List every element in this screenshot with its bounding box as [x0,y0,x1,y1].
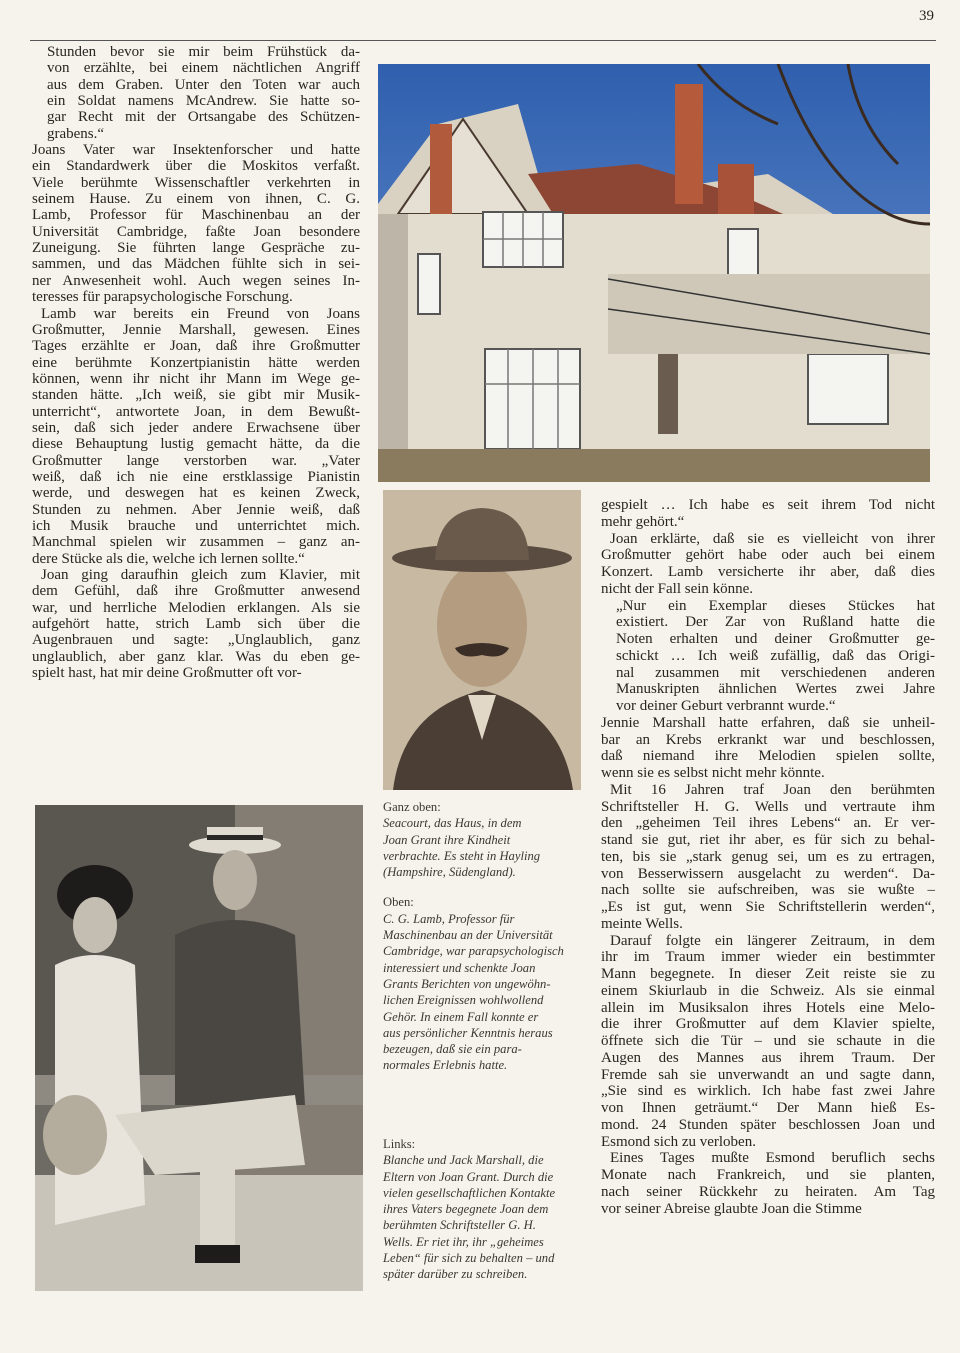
text-line: Mit 16 Jahren traf Joan den berühmten [610,781,935,798]
text-line: Schriftsteller H. G. Wells und vertraute ihm [601,798,935,815]
text-line: können, wenn ihr nicht ihr Mann im Wege ge- [32,370,360,387]
text-line: mehr gehört.“ [601,513,685,530]
text-line: Augenbrauen und sagte: „Unglaublich, ganz [32,632,360,649]
text-line: dere Stücke als die, welche ich lernen sollte.“ [32,550,305,567]
text-line: nach sollte sie aufschreiben, was sie wußte – [601,882,935,899]
caption-line: berühmten Schriftsteller G. H. [383,1218,536,1233]
paragraph [32,142,360,305]
caption-label: Ganz oben: [383,800,441,814]
text-line: öffnete sich die Tür – und sie schaute in die [601,1033,935,1049]
text-line: eine berühmte Konzertpianistin hätte werden [32,354,360,371]
caption-line: Joan Grant ihre Kindheit [383,832,511,847]
text-line: diese Behauptung lustig gemacht hätte, da die [32,436,360,453]
paragraph [32,306,360,568]
caption-line: Blanche und Jack Marshall, die [383,1153,544,1168]
text-line: nal zusammen mit verschiedenen anderen [616,664,935,681]
text-line: „Sie sind es wirklich. Ich habe fast zwei Jahre [601,1083,935,1100]
text-line: Manchmal spielen wir zusammen – ganz an- [32,534,360,551]
caption-label: Links: [383,1137,416,1151]
paragraph [32,44,360,142]
caption-line: Grants Berichten von ungewöhn- [383,976,551,991]
text-line: den „geheimen Teil ihres Lebens“ an. Er ver- [601,815,935,832]
caption-line: ihres Vaters begegnete Joan dem [383,1202,549,1217]
text-line: Stunden zu nehmen. Aber Jennie weiß, daß [32,501,360,518]
caption-line: Eltern von Joan Grant. Durch die [383,1169,554,1184]
text-line: von Besserwissern ausgelacht zu werden“. Da- [601,865,935,882]
text-line: Konzert. Lamb versicherte ihr aber, daß dies [601,564,935,580]
text-line: Darauf folgte ein längerer Zeitraum, in dem [610,932,935,949]
caption-line: verbrachte. Es steht in Hayling [383,848,541,863]
captions-top [383,799,588,1074]
text-line: ihr im Traum immer wieder ein bestimmter [601,949,935,966]
page-number: 39 [919,8,934,24]
text-line: existiert. Der Zar von Rußland hatte die [616,614,935,631]
text-line: weiß, daß ich nie eine erstklassige Pianistin [32,468,360,485]
text-line: aufgehört hatte, strich Lamb sich über die [32,616,360,633]
caption-line: lichen Ereignissen wohlwollend [383,993,544,1008]
text-line: standen hätte. „Ich weiß, sie gibt mir Musik- [32,387,360,404]
text-line: von Ihnen geträumt.“ Der Mann hieß Es- [601,1100,935,1116]
text-line: gespielt … Ich habe es seit ihrem Tod nicht [601,497,935,513]
caption-left-photo [383,1136,588,1283]
caption-line: normales Erlebnis hatte. [383,1058,508,1073]
caption-label: Oben: [383,895,414,910]
text-line: Universität Cambridge, faßte Joan besondere [32,223,360,240]
right-text-column [601,497,935,1217]
text-line: unterricht“, antwortete Joan, in dem Bewußt- [32,403,360,420]
text-line: schickt … Ich weiß zufällig, daß das Origi- [616,647,935,664]
portrait-photo-c-g-lamb [383,490,581,790]
text-line: Viele berühmte Wissenschaftler verkehrten in [32,174,360,191]
text-line: teresses für parapsychologische Forschung. [32,289,293,306]
text-line: dem Gefühl, daß ihre Großmutter anwesend [32,583,360,600]
caption-line: C. G. Lamb, Professor für [383,911,515,926]
text-line: allein im Musiksalon ihres Hotels eine Melo- [601,999,935,1016]
text-line: mond. 24 Stunden später beschlossen Joan und [601,1116,935,1133]
caption [383,894,588,1073]
paragraph [601,598,935,715]
text-line: meinte Wells. [601,915,683,932]
text-line: gar Recht mit der Ortsangabe des Schützen- [47,109,360,126]
text-line: ich Musik brauche und unterrichtet mich. [32,517,360,534]
text-line: werde, und deswegen hat es keinen Zweck, [32,485,360,502]
text-line: Joan ging daraufhin gleich zum Klavier, mit [41,567,360,583]
text-line: vor seiner Abreise glaubte Joan die Stimme [601,1200,862,1217]
text-line: „Es ist gut, wenn Sie Schriftstellerin werden“, [601,899,935,915]
paragraph [601,497,935,531]
caption-line: Seacourt, das Haus, in dem [383,816,522,831]
text-line: Lamb war bereits ein Freund von Joans [41,305,360,322]
caption [383,799,588,880]
couple-photo-blanche-and-jack-marshall [35,805,363,1291]
text-line: Mann begegnete. In dieser Zeit reiste sie zu [601,966,935,982]
text-line: spielt hast, hat mir deine Großmutter oft vor- [32,665,302,682]
text-line: unglaublich, aber ganz klar. Was du eben ge- [32,648,360,665]
left-text-column [32,44,360,681]
text-line: Noten erhalten und deiner Großmutter ge- [616,631,935,647]
caption-line: bezeugen, daß sie ein para- [383,1042,522,1057]
paragraph [601,531,935,598]
text-line: Großmutter lange verstorben war. „Vater [32,452,360,469]
paragraph [32,567,360,681]
caption-line: Cambridge, war parapsychologisch [383,944,564,959]
header-rule [30,40,936,41]
text-line: die ihrer Großmutter auf dem Klavier spielte, [601,1016,935,1033]
caption-line: vielen gesellschaftlichen Kontakte [383,1185,556,1200]
text-line: aus dem Graben. Unter den Toten war auch [47,76,360,93]
text-line: daß niemand ihre Melodien spielen sollte, [601,748,935,765]
caption-line: Leben“ für sich zu behalten – und [383,1251,555,1266]
text-line: Eines Tages mußte Esmond beruflich sechs [610,1150,935,1167]
text-line: vor deiner Geburt verbrannt wurde.“ [616,698,836,714]
text-line: Jennie Marshall hatte erfahren, daß sie unheil- [601,714,935,731]
paragraph [601,715,935,782]
text-line: wenn sie es selbst nicht mehr könnte. [601,765,825,781]
text-line: Joan erklärte, daß sie es vielleicht von ihrer [610,530,935,547]
caption-line: interessiert und schenkte Joan [383,960,536,975]
caption-line: (Hampshire, Südengland). [383,865,516,880]
text-line: Lamb, Professor für Maschinenbau an der [32,207,360,224]
caption [383,1136,588,1283]
text-line: Fremde sah sie unverwandt an und sagte dann, [601,1066,935,1083]
text-line: war, und herrliche Melodien erklangen. Als sie [32,599,360,616]
house-photo [378,64,930,482]
text-line: Stunden bevor sie mir beim Frühstück da- [47,44,360,60]
caption-line: später darüber zu schreiben. [383,1267,528,1282]
text-line: sammen, und das Mädchen fühlte sich in sei- [32,256,360,273]
text-line: Zuneigung. Sie führten lange Gespräche zu- [32,240,360,257]
text-line: Großmutter, Jennie Marshall, gewesen. Eines [32,321,360,338]
paragraph [601,933,935,1151]
caption-line: aus persönlicher Kenntnis heraus [383,1025,553,1040]
text-line: ten, bis sie „stark genug sei, um es zu ertragen, [601,848,935,865]
text-line: Augen des Mannes aus ihrem Traum. Der [601,1049,935,1066]
text-line: Großmutter gehört habe oder auch bei einem [601,547,935,564]
text-line: sein, daß sich jeder andere Erwachsene über [32,419,360,436]
text-line: nicht der Fall sein könne. [601,580,754,597]
text-line: „Nur ein Exemplar dieses Stückes hat [616,597,935,614]
text-line: Monate nach Frankreich, und sie planten, [601,1167,935,1183]
paragraph [601,782,935,933]
text-line: seinem Hause. Zu einem von ihnen, C. G. [32,191,360,208]
text-line: ein Standardwerk über die Moskitos verfaßt. [32,158,360,175]
text-line: Esmond sich zu verloben. [601,1133,756,1150]
text-line: ein Soldat namens McAndrew. Sie hatte so- [47,93,360,110]
text-line: grabens.“ [47,125,105,142]
caption-line: Maschinenbau an der Universität [383,928,553,943]
caption-line: Wells. Er riet ihr, ihr „geheimes [383,1234,544,1249]
text-line: ner Anwesenheit wohl. Auch wegen seines In- [32,272,360,289]
text-line: Manuskripten ähnlichen Wertes zwei Jahre [616,681,935,698]
text-line: nach seiner Rückkehr zu heiraten. Am Tag [601,1183,935,1200]
text-line: Joans Vater war Insektenforscher und hatte [32,142,360,159]
text-line: einem Skiurlaub in die Schweiz. Als sie einmal [601,982,935,999]
paragraph [601,1150,935,1217]
caption-line: Gehör. In einem Fall konnte er [383,1009,539,1024]
text-line: bar an Krebs erkrankt war und beschlossen, [601,731,935,748]
text-line: stand sie gut, riet ihr aber, es für sich zu behal- [601,832,935,848]
text-line: von erzählte, bei einem nächtlichen Angriff [47,60,360,77]
text-line: Tages erzählte er Joan, daß ihre Großmutter [32,338,360,355]
